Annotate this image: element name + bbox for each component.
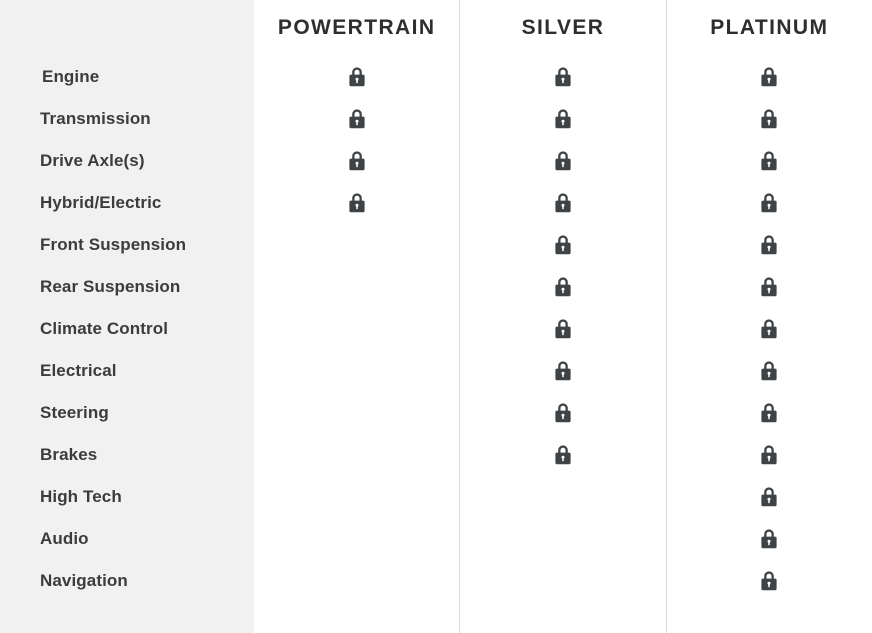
list-item — [0, 182, 254, 224]
coverage-label: Hybrid/Electric — [40, 193, 162, 212]
lock-icon — [552, 443, 574, 467]
lock-icon — [758, 275, 780, 299]
table-row — [254, 224, 459, 266]
lock-icon — [552, 191, 574, 215]
table-row — [460, 434, 665, 476]
table-row — [254, 56, 459, 98]
lock-icon — [552, 275, 574, 299]
table-row — [667, 56, 872, 98]
plan-column-silver — [460, 0, 666, 633]
table-row — [460, 560, 665, 602]
coverage-label: Steering — [40, 403, 109, 422]
list-item — [0, 98, 254, 140]
lock-icon — [758, 191, 780, 215]
lock-icon — [758, 233, 780, 257]
coverage-label: Transmission — [40, 109, 151, 128]
lock-icon — [552, 359, 574, 383]
table-row — [254, 476, 459, 518]
plan-header: PLATINUM — [710, 16, 829, 39]
lock-icon — [758, 149, 780, 173]
lock-icon — [552, 149, 574, 173]
empty-cell — [346, 233, 368, 257]
lock-icon — [758, 527, 780, 551]
table-row — [254, 98, 459, 140]
table-row — [254, 434, 459, 476]
empty-cell — [346, 527, 368, 551]
lock-icon — [758, 317, 780, 341]
table-row — [667, 518, 872, 560]
list-item — [0, 140, 254, 182]
lock-icon — [758, 65, 780, 89]
table-row — [667, 350, 872, 392]
table-row — [667, 476, 872, 518]
table-row — [460, 476, 665, 518]
empty-cell — [552, 527, 574, 551]
list-item — [0, 350, 254, 392]
coverage-label: Electrical — [40, 361, 117, 380]
empty-cell — [346, 359, 368, 383]
lock-icon — [552, 65, 574, 89]
coverage-label: Navigation — [40, 571, 128, 590]
empty-cell — [346, 443, 368, 467]
lock-icon — [346, 107, 368, 131]
table-row — [667, 224, 872, 266]
table-row — [460, 392, 665, 434]
lock-icon — [758, 569, 780, 593]
list-item — [0, 224, 254, 266]
table-row — [667, 560, 872, 602]
list-item — [0, 476, 254, 518]
table-row — [460, 518, 665, 560]
list-item — [0, 560, 254, 602]
table-row — [460, 308, 665, 350]
empty-cell — [346, 485, 368, 509]
plan-column-platinum — [667, 0, 872, 633]
list-item — [0, 266, 254, 308]
coverage-label: Drive Axle(s) — [40, 151, 145, 170]
table-row — [460, 98, 665, 140]
coverage-label: Rear Suspension — [40, 277, 181, 296]
coverage-label: Engine — [42, 67, 100, 86]
table-row — [460, 140, 665, 182]
table-row — [460, 350, 665, 392]
table-row — [254, 560, 459, 602]
lock-icon — [758, 359, 780, 383]
table-row — [254, 266, 459, 308]
table-row — [460, 56, 665, 98]
lock-icon — [758, 485, 780, 509]
table-row — [460, 224, 665, 266]
lock-icon — [758, 107, 780, 131]
empty-cell — [346, 317, 368, 341]
table-row — [667, 140, 872, 182]
plan-header: POWERTRAIN — [277, 16, 436, 39]
list-item — [0, 434, 254, 476]
table-row — [667, 308, 872, 350]
empty-cell — [346, 275, 368, 299]
empty-cell — [552, 485, 574, 509]
lock-icon — [346, 65, 368, 89]
table-row — [254, 182, 459, 224]
coverage-label: Front Suspension — [40, 235, 187, 254]
list-item — [0, 56, 254, 98]
list-item — [0, 392, 254, 434]
table-row — [254, 350, 459, 392]
plan-header: SILVER — [521, 16, 605, 39]
empty-cell — [552, 569, 574, 593]
table-row — [667, 434, 872, 476]
lock-icon — [346, 149, 368, 173]
table-row — [254, 518, 459, 560]
table-row — [667, 266, 872, 308]
lock-icon — [552, 233, 574, 257]
lock-icon — [552, 317, 574, 341]
table-row — [460, 266, 665, 308]
lock-icon — [552, 401, 574, 425]
table-row — [667, 98, 872, 140]
table-row — [254, 392, 459, 434]
lock-icon — [758, 443, 780, 467]
coverage-label: High Tech — [40, 487, 122, 506]
table-row — [254, 308, 459, 350]
coverage-category-column — [0, 0, 254, 633]
plan-column-powertrain — [254, 0, 460, 633]
table-row — [460, 182, 665, 224]
coverage-label: Audio — [40, 529, 89, 548]
coverage-label: Climate Control — [40, 319, 169, 338]
empty-cell — [346, 401, 368, 425]
table-row — [254, 140, 459, 182]
list-item — [0, 308, 254, 350]
empty-cell — [346, 569, 368, 593]
table-row — [667, 182, 872, 224]
lock-icon — [346, 191, 368, 215]
coverage-label: Brakes — [40, 445, 98, 464]
lock-icon — [758, 401, 780, 425]
lock-icon — [552, 107, 574, 131]
table-row — [667, 392, 872, 434]
list-item — [0, 518, 254, 560]
